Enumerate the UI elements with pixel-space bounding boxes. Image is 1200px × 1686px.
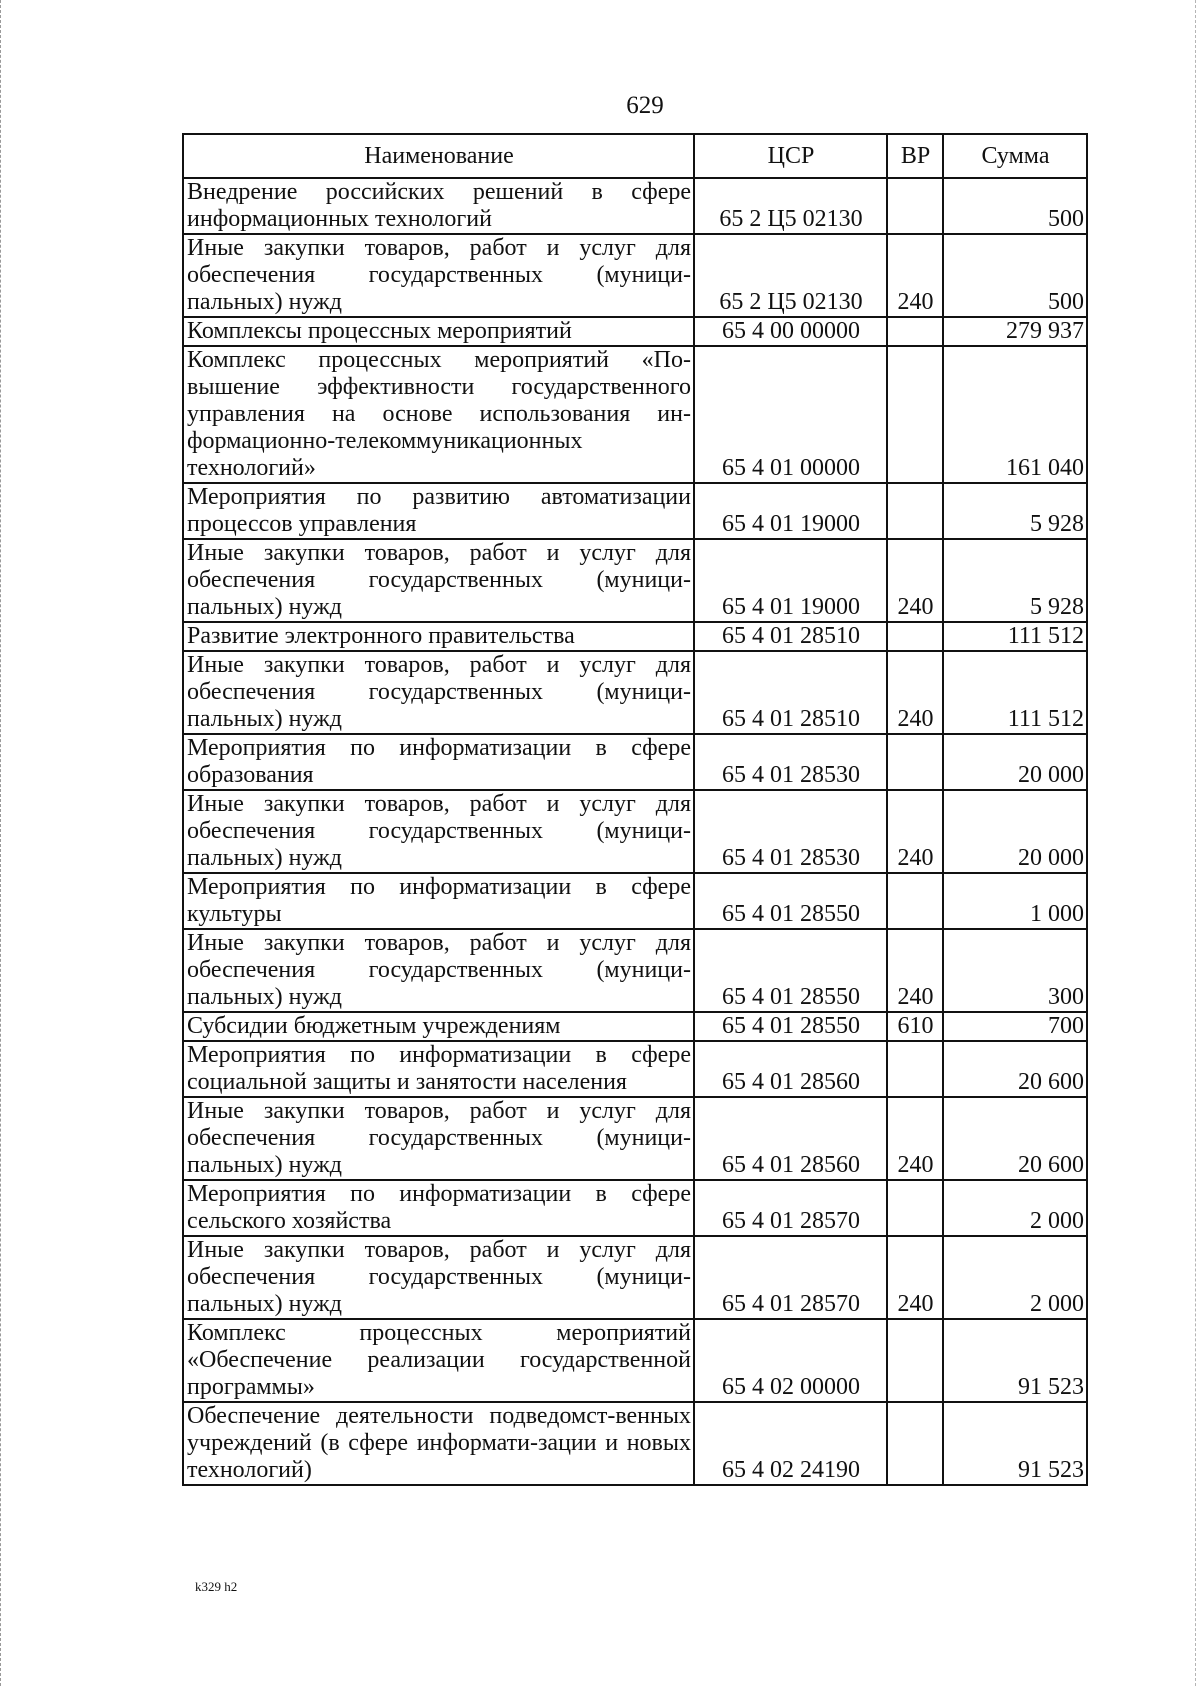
cell-csr: 65 4 01 28560 — [694, 1097, 887, 1180]
table-row — [183, 1041, 1087, 1097]
scan-right-edge — [1192, 0, 1196, 1686]
cell-csr: 65 4 02 24190 — [694, 1402, 887, 1485]
cell-sum: 111 512 — [943, 622, 1087, 651]
table-row — [183, 622, 1087, 651]
cell-vr: 240 — [887, 790, 943, 873]
cell-vr: 240 — [887, 1236, 943, 1319]
budget-table — [182, 133, 1088, 1486]
table-row — [183, 1319, 1087, 1402]
cell-vr: 610 — [887, 1012, 943, 1041]
cell-sum: 279 937 — [943, 317, 1087, 346]
page-number: 629 — [626, 92, 664, 119]
table-row — [183, 178, 1087, 234]
cell-name: Иные закупки товаров, работ и услуг для обеспечения государственных (муници-пальных) нужд — [183, 790, 694, 873]
cell-name: Иные закупки товаров, работ и услуг для обеспечения государственных (муници-пальных) нужд — [183, 1097, 694, 1180]
cell-sum: 20 600 — [943, 1097, 1087, 1180]
cell-sum: 2 000 — [943, 1236, 1087, 1319]
cell-name: Мероприятия по развитию автоматизации процессов управления — [183, 483, 694, 539]
cell-csr: 65 4 01 28570 — [694, 1180, 887, 1236]
cell-name: Иные закупки товаров, работ и услуг для обеспечения государственных (муници-пальных) нужд — [183, 1236, 694, 1319]
cell-csr: 65 2 Ц5 02130 — [694, 234, 887, 317]
cell-csr: 65 4 01 19000 — [694, 539, 887, 622]
header-csr: ЦСР — [694, 134, 887, 178]
cell-name: Мероприятия по информатизации в сфере сельского хозяйства — [183, 1180, 694, 1236]
cell-vr — [887, 1402, 943, 1485]
table-row — [183, 1236, 1087, 1319]
table-row — [183, 1097, 1087, 1180]
cell-name: Обеспечение деятельности подведомст-венных учреждений (в сфере информати-зации и новых технологий) — [183, 1402, 694, 1485]
cell-csr: 65 4 01 28510 — [694, 651, 887, 734]
header-row — [183, 134, 1087, 178]
cell-vr — [887, 1319, 943, 1402]
header-name: Наименование — [183, 134, 694, 178]
cell-csr: 65 4 01 28560 — [694, 1041, 887, 1097]
header-sum: Сумма — [943, 134, 1087, 178]
table-row — [183, 317, 1087, 346]
cell-sum: 300 — [943, 929, 1087, 1012]
cell-vr: 240 — [887, 1097, 943, 1180]
table-body — [183, 178, 1087, 1485]
cell-sum: 20 600 — [943, 1041, 1087, 1097]
cell-csr: 65 4 01 28510 — [694, 622, 887, 651]
cell-sum: 1 000 — [943, 873, 1087, 929]
cell-vr: 240 — [887, 234, 943, 317]
cell-sum: 20 000 — [943, 734, 1087, 790]
cell-name: Иные закупки товаров, работ и услуг для обеспечения государственных (муници-пальных) нужд — [183, 929, 694, 1012]
cell-csr: 65 2 Ц5 02130 — [694, 178, 887, 234]
cell-name: Мероприятия по информатизации в сфере культуры — [183, 873, 694, 929]
cell-vr: 240 — [887, 929, 943, 1012]
scan-left-edge — [0, 0, 4, 1686]
table-row — [183, 790, 1087, 873]
cell-sum: 2 000 — [943, 1180, 1087, 1236]
cell-csr: 65 4 02 00000 — [694, 1319, 887, 1402]
cell-name: Комплексы процессных мероприятий — [183, 317, 694, 346]
cell-csr: 65 4 01 28530 — [694, 790, 887, 873]
cell-csr: 65 4 01 28570 — [694, 1236, 887, 1319]
cell-vr: 240 — [887, 539, 943, 622]
header-vr: ВР — [887, 134, 943, 178]
cell-csr: 65 4 01 28550 — [694, 873, 887, 929]
table-row — [183, 539, 1087, 622]
cell-vr — [887, 317, 943, 346]
cell-sum: 500 — [943, 234, 1087, 317]
cell-csr: 65 4 01 28530 — [694, 734, 887, 790]
cell-csr: 65 4 01 19000 — [694, 483, 887, 539]
cell-name: Мероприятия по информатизации в сфере социальной защиты и занятости населения — [183, 1041, 694, 1097]
table-row — [183, 873, 1087, 929]
cell-csr: 65 4 01 28550 — [694, 929, 887, 1012]
cell-csr: 65 4 00 00000 — [694, 317, 887, 346]
cell-name: Субсидии бюджетным учреждениям — [183, 1012, 694, 1041]
cell-name: Внедрение российских решений в сфере информационных технологий — [183, 178, 694, 234]
cell-sum: 91 523 — [943, 1319, 1087, 1402]
cell-sum: 5 928 — [943, 539, 1087, 622]
cell-csr: 65 4 01 00000 — [694, 346, 887, 483]
cell-sum: 500 — [943, 178, 1087, 234]
table-row — [183, 929, 1087, 1012]
table-header — [183, 134, 1087, 178]
cell-sum: 5 928 — [943, 483, 1087, 539]
cell-vr — [887, 346, 943, 483]
cell-name: Иные закупки товаров, работ и услуг для обеспечения государственных (муници-пальных) нужд — [183, 234, 694, 317]
cell-name: Комплекс процессных мероприятий «По-вышение эффективности государственного управления на основе использования ин-формационно-телекоммуникационных технологий» — [183, 346, 694, 483]
table-row — [183, 1402, 1087, 1485]
cell-vr — [887, 1180, 943, 1236]
cell-name: Иные закупки товаров, работ и услуг для обеспечения государственных (муници-пальных) нужд — [183, 539, 694, 622]
cell-sum: 111 512 — [943, 651, 1087, 734]
table-row — [183, 234, 1087, 317]
cell-vr — [887, 483, 943, 539]
cell-sum: 91 523 — [943, 1402, 1087, 1485]
cell-name: Комплекс процессных мероприятий «Обеспечение реализации государственной программы» — [183, 1319, 694, 1402]
cell-vr — [887, 873, 943, 929]
footer-code: k329 h2 — [195, 1579, 238, 1594]
cell-name: Мероприятия по информатизации в сфере образования — [183, 734, 694, 790]
cell-sum: 161 040 — [943, 346, 1087, 483]
cell-vr — [887, 178, 943, 234]
table-row — [183, 734, 1087, 790]
cell-name: Иные закупки товаров, работ и услуг для обеспечения государственных (муници-пальных) нужд — [183, 651, 694, 734]
table-row — [183, 651, 1087, 734]
table-row — [183, 483, 1087, 539]
cell-vr — [887, 1041, 943, 1097]
table-row — [183, 346, 1087, 483]
table-row — [183, 1012, 1087, 1041]
cell-name: Развитие электронного правительства — [183, 622, 694, 651]
cell-vr — [887, 734, 943, 790]
cell-vr — [887, 622, 943, 651]
cell-sum: 20 000 — [943, 790, 1087, 873]
cell-sum: 700 — [943, 1012, 1087, 1041]
table-row — [183, 1180, 1087, 1236]
cell-vr: 240 — [887, 651, 943, 734]
cell-csr: 65 4 01 28550 — [694, 1012, 887, 1041]
